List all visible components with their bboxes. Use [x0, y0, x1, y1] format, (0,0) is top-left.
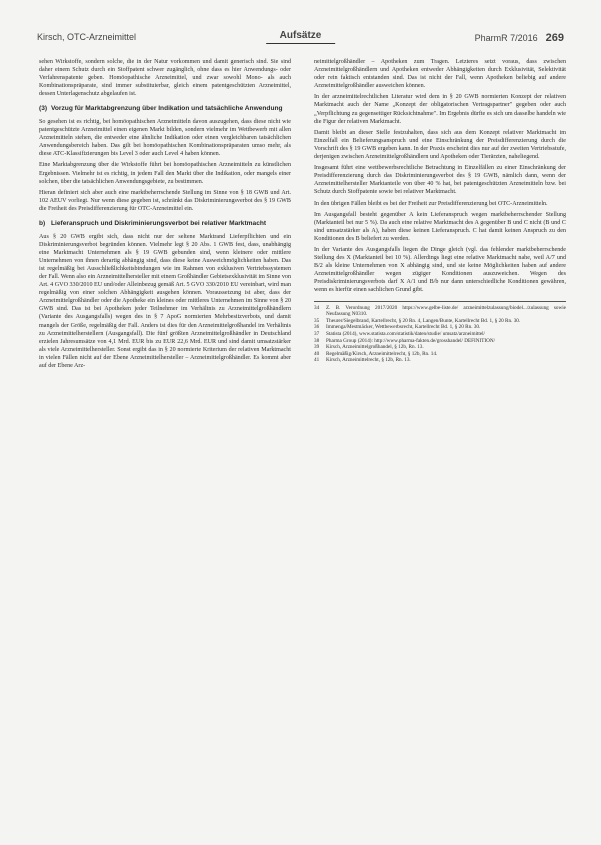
section-heading [39, 220, 291, 229]
footnote-number: 40 [314, 350, 320, 357]
section-label: Aufsätze [266, 30, 336, 44]
paragraph: Hieran definiert sich aber auch eine marktbeherrschende Stellung im Sinne von § 18 GWB und Art. 102 AEUV vorliegt. Nur wenn diese gegeben ist, schränkt das Diskriminierungsverbot des § 19 GWB die Freiheit des Preisdifferenzierung für OTC-Arzneimittel ein. [39, 189, 291, 212]
section-title: Lieferanspruch und Diskriminierungsverbot bei relativer Marktmacht [51, 220, 267, 227]
paragraph: Aus § 20 GWB ergibt sich, dass nicht nur der seltene Marktrand Lieferpflichten und ein Diskriminierungsverbot begründen können. Vielmehr legt § 20 Abs. 1 GWB fest, dass, unabhängig eine Marktmacht Unternehmen als § 19 GWB gebunden sind, wenn kleinere oder mittlere Unternehmen von ihnen derartig abhängig sind, dass diese keine Ausweichmöglichkeiten haben. Das ist regelmäßig bei Ausschließlichkeitsbindungen wie im Rahmen von exklusiven Vertriebssystemen der Fall. Wenn also ein Arzneimittelhersteller mit einem Großhändler Gebietsexklusivität im Sinne von Art. 4 GVO 330/2010 EU und/oder Alleinbezug gemäß Art. 5 GVO 330/2010 EU vereinbart, wird man regelmäßig von einer solchen Abhängigkeit ausgehen können. Voraussetzung ist aber, dass der Arzneimittelgroßhändler oder die Apotheke ein kleines oder mittleres Unternehmen im Sinne von § 20 GWB sind. Das ist bei Apotheken jeder Teilnehmer im Verhältnis zu Arzneimittelgroßhändlern (Variante des Ausgangsfalls) wegen des in § 7 ApoG normierten Mehrbesitzverbots, und damit mangels der Größe, regelmäßig der Fall. Anders ist dies für den Arzneimittelgroßhandel im Verhältnis zu Arzneimittelherstellern (Ausgangsfall). Die fünf größten Arzneimittelgroßhändler in Deutschland erzielen Jahresumsätze von 4,1 Mrd. EUR bis zu EUR 22,6 Mrd. EUR und sind damit umsatzstärker als viele Arzneimittelhersteller. Sonst ergibt das in § 20 normierte Kriterium der relativen Marktmacht in vielen Fällen nicht auf der Ebene Arzneimittelhersteller – Arzneimittelgroßhändler. Es kommt aber auf der Ebene Arz- [39, 233, 291, 369]
section-number: b) [39, 220, 46, 227]
footnote-text: Z. B. Verordnung 2017/2020 https://www.gelbe-liste.de/ arzneimittelzulassung/biodel.../zulassung sowie Neufassung N0310. [326, 304, 566, 318]
paragraph: In den übrigen Fällen bleibt es bei der Freiheit zur Preisdifferenzierung bei OTC-Arzneimitteln. [314, 200, 548, 207]
footnote [314, 357, 566, 364]
paragraph: Insgesamt führt eine wettbewerbsrechtliche Betrachtung in Einzelfällen zu einer Einschränkung der Preisdifferenzierung durch das Diskriminierungsverbot des § 19 GWB, nämlich dann, wenn der Arzneimittelhersteller Marktanteile von über 40 % hat, bei patentgeschützten Arzneimitteln bzw. bei Schutz durch Stoffpatente sowie bei relativer Marktmacht. [314, 165, 566, 196]
footnote-number: 41 [314, 357, 320, 364]
footnote-text: Regelmäßig/Kirsch, Arzneimittelrecht, § 12b, Rn. 14. [326, 350, 438, 357]
footnote-text: Kirsch, Arzneimittelrecht, § 12b, Rn. 13. [326, 357, 411, 364]
paragraph: neimittelgroßhändler – Apotheken zum Tragen. Letzteres setzt voraus, dass zwischen Arzneimittelgroßhändlern und Apotheken entweder Abhängigkeiten durch Exklusivität, Selektivität oder rein faktisch entstanden sind. Das ist nicht der Fall, wenn Apotheken beliebig auf andere Arzneimittelgroßhändler ausweichen können. [314, 59, 566, 90]
section-title: Vorzug für Marktabgrenzung über Indikation und tatsächliche Anwendung [51, 105, 283, 113]
footnote [314, 324, 566, 331]
paragraph: So gesehen ist es richtig, bei homöopathischen Arzneimitteln davon auszugehen, dass diese nicht wie patentgeschützte Arzneimittel einen eigenen Markt bilden, sondern vielmehr im Wettbewerb mit allen Arzneimitteln stehen, die entweder eine ähnliche Indikation oder einen vergleichbaren tatsächlichen Anwendungsbereich haben. Das gilt bei homöopathischen Kombinationspräparaten umso mehr, als diese ATC-Klassifizierungen bis Level 3 oder auch Level 4 haben können. [39, 118, 291, 158]
footnote-text: Immenga/Mestmäcker, Wettbewerbsrecht, Kartellrecht Bd. 1, § 20 Rn. 30. [326, 324, 481, 331]
footnote [314, 331, 566, 338]
running-head-author: Kirsch, OTC-Arzneimittel [37, 32, 137, 42]
paragraph: Eine Marktabgrenzung über die Wirkstoffe führt bei homöopathischen Arzneimitteln zu künstlichen Ergebnissen. Vielmehr ist es richtig, in jedem Fall den Markt über die Indikation, oder mangels einer solchen, über die tatsächlichen Anwendungsgebiete, zu bestimmen. [39, 162, 291, 185]
page-header [37, 28, 564, 48]
footnote-text: Statista (2014), www.statista.com/statistik/daten/studie/ umsatz/arzneimittel/ [326, 330, 486, 337]
paragraph: Damit bleibt an dieser Stelle festzuhalten, dass sich aus dem Konzept relativer Marktmacht im Einzelfall ein Belieferungsanspruch und eine Einschränkung der Preisdifferenzierung durch die Vorschrift des § 19 GWB ergeben kann. In der Praxis erscheint dies nur auf der zweiten Vertriebsstufe, derjenigen zwischen Arzneimittelgroßhändlern und Apotheken oder Tierärzten, naheliegend. [314, 129, 566, 161]
paragraph: In der Variante des Ausgangsfalls liegen die Dinge gleich (vgl. das fehlender marktbeherrschende Stellung des X (Marktanteil bei 10 %). Allerdings liegt eine relative Marktmacht nahe, weil A/7 und B/2 als kleine Unternehmen von X abhängig sind, und sie keine Möglichkeiten haben auf andere Arzneimittelgroßhändler wegen zügiger Konditionen auszuweichen. Wegen des Preisdiskriminierungsverbots darf X A/1 und B/b nur dann unterschiedliche Konditionen gewähren, wenn es hierfür einen sachlichen Grund gibt. [314, 246, 566, 294]
paragraph: sehen Wirkstoffe, sondern solche, die in der Natur vorkommen und damit generisch sind. Sie sind daher einem Schutz durch ein Stoffpatent schwer zugänglich, ohne dass es hier Anwendungs- oder Verfahrenspatente geben. Homöopathische Arzneimittel, und zwar sowohl Mono- als auch Kombinationspräparate, sind immer substituierbar, gleich einem patentgeschützten Arzneimittel, dessen Unterlagenschutz abgelaufen ist. [39, 59, 291, 98]
footnote-number: 37 [314, 330, 320, 337]
journal-issue [475, 32, 564, 44]
footnote-number: 39 [314, 344, 320, 351]
footnote [314, 344, 566, 351]
footnote-text: Theurer/Siegelbrand, Kartellrecht, § 20 Rn. 4, Langen/Bunte, Kartellrecht Bd. 1, § 20 Rn. 30. [326, 317, 521, 324]
footnote-text: Kirsch, Arzneimittelgroßhandel, § 12b, Rn. 13. [326, 344, 424, 351]
footnotes [314, 301, 566, 364]
footnote [314, 318, 566, 325]
page-number: 269 [545, 32, 564, 44]
section-heading [39, 105, 291, 114]
journal-name: PharmR 7/2016 [474, 33, 538, 43]
right-column [314, 58, 566, 364]
footnote [314, 305, 566, 318]
footnote [314, 351, 566, 358]
footnote-number: 34 [314, 304, 320, 311]
paragraph: In der arzneimittelrechtlichen Literatur wird dem in § 20 GWB normierten Konzept der relativen Marktmacht auch der Name „Konzept der obligatorischen Vertragspartner" gegeben oder auch „Verpflichtung zu gegenseitiger Rücksichtnahme". Im Ergebnis dürfte es sich um dasselbe handeln wie die Figur der relativen Marktmacht. [314, 94, 566, 125]
paragraph: Im Ausgangsfall besteht gegenüber A kein Lieferanspruch wegen marktbeherrschender Stellung (Marktanteil bei nur 5 %). Da auch eine relative Marktmacht des A gegenüber B und C nicht (B und C sind umsatzstärker als A), haben diese keinen Lieferanspruch. C hat damit keinen Anspruch zu den Konditionen des B beliefert zu werden. [314, 211, 566, 242]
footnote-number: 36 [314, 324, 320, 331]
footnote-number: 35 [314, 317, 320, 324]
section-number: (3) [39, 105, 48, 113]
footnote-text: Pharma Group (2014): http://www.pharma-fakten.de/grosshandel/ DEFINITION/ [326, 337, 496, 344]
left-column [39, 58, 291, 373]
footnote-number: 38 [314, 337, 320, 344]
